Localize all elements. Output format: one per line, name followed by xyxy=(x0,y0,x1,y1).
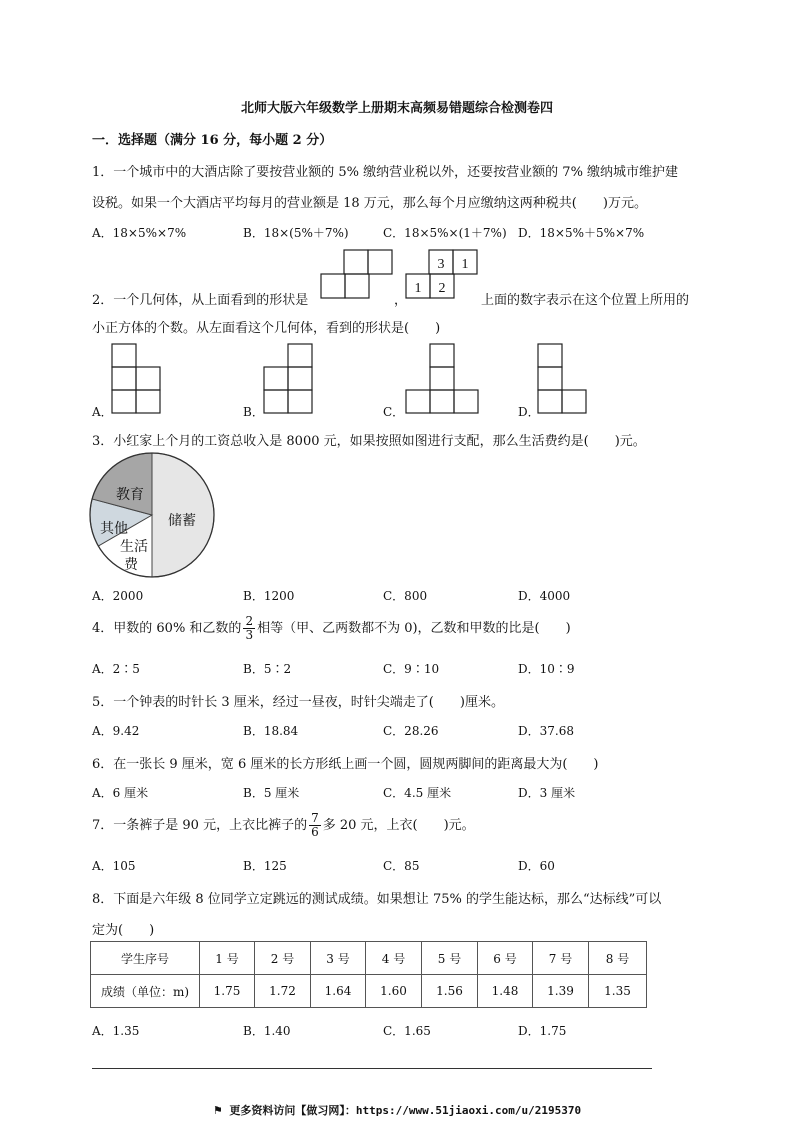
q4-option-c[interactable]: C．9∶10 xyxy=(383,662,440,676)
q8-text-line1: 8．下面是六年级 8 位同学立定跳远的测试成绩。如果想让 75% 的学生能达标，那么“达标线”可以 xyxy=(92,892,662,907)
q8-option-d[interactable]: D．1.75 xyxy=(518,1024,567,1038)
q3-option-c[interactable]: C．800 xyxy=(383,589,428,603)
option-c-figure xyxy=(405,343,479,415)
q1-text-line1: 1．一个城市中的大酒店除了要按营业额的 5% 缴纳营业税以外，还要按营业额的 7% 缴纳城市维护建 xyxy=(92,165,679,180)
fraction-denominator: 6 xyxy=(311,825,319,839)
q5-option-d[interactable]: D．37.68 xyxy=(518,724,574,738)
q5-text: 5．一个钟表的时针长 3 厘米，经过一昼夜，时针尖端走了( )厘米。 xyxy=(92,695,504,710)
q1-option-d[interactable]: D．18×5%＋5%×7% xyxy=(518,226,645,240)
table-cell: 8 号 xyxy=(589,942,647,975)
option-a-figure xyxy=(111,343,161,415)
section-heading: 一．选择题（满分 16 分，每小题 2 分） xyxy=(92,133,333,148)
q8-option-a[interactable]: A．1.35 xyxy=(92,1024,140,1038)
q3-option-a[interactable]: A．2000 xyxy=(92,589,144,603)
q1-option-b[interactable]: B．18×(5%＋7%) xyxy=(243,226,349,240)
table-cell: 1.60 xyxy=(366,975,422,1008)
table-cell: 2 号 xyxy=(255,942,311,975)
footer-link[interactable]: 更多资料访问【做习网】：https://www.51jiaoxi.com/u/2195370 xyxy=(229,1104,582,1117)
pie-label-education: 教育 xyxy=(116,487,144,503)
table-row xyxy=(91,975,647,1008)
q2-option-b[interactable]: B． xyxy=(243,405,264,419)
fraction-denominator: 3 xyxy=(245,628,254,642)
flag-icon: ⚑ xyxy=(212,1104,223,1117)
table-cell: 7 号 xyxy=(533,942,589,975)
q6-option-a[interactable]: A．6 厘米 xyxy=(92,786,149,800)
table-cell: 1.72 xyxy=(255,975,311,1008)
q4-option-b[interactable]: B．5∶2 xyxy=(243,662,292,676)
q3-option-d[interactable]: D．4000 xyxy=(518,589,571,603)
cell-number: 3 xyxy=(437,257,445,272)
table-cell: 1 号 xyxy=(200,942,255,975)
option-b-figure xyxy=(263,343,313,415)
q8-option-b[interactable]: B．1.40 xyxy=(243,1024,291,1038)
q7-option-d[interactable]: D．60 xyxy=(518,859,555,873)
table-cell: 成绩（单位：m) xyxy=(91,975,200,1008)
q1-option-a[interactable]: A．18×5%×7% xyxy=(92,226,187,240)
table-cell: 4 号 xyxy=(366,942,422,975)
cell-number: 1 xyxy=(461,257,469,272)
fraction-numerator: 2 xyxy=(245,614,254,628)
q4-text-part2: 相等（甲、乙两数都不为 0)，乙数和甲数的比是( ) xyxy=(257,621,571,636)
table-cell: 3 号 xyxy=(311,942,366,975)
pie-label-living: 生活 xyxy=(120,539,148,555)
q6-option-b[interactable]: B．5 厘米 xyxy=(243,786,300,800)
footer-link-row[interactable] xyxy=(0,1102,794,1118)
q2-text-part2: 上面的数字表示在这个位置上所用的 xyxy=(481,293,690,308)
q7-option-a[interactable]: A．105 xyxy=(92,859,136,873)
q3-text: 3．小红家上个月的工资总收入是 8000 元，如果按照如图进行支配，那么生活费约是( )元。 xyxy=(92,434,646,449)
table-cell: 1.64 xyxy=(311,975,366,1008)
pie-label-other: 其他 xyxy=(100,521,128,537)
table-cell: 6 号 xyxy=(478,942,533,975)
cell-number: 1 xyxy=(414,281,422,296)
q6-option-d[interactable]: D．3 厘米 xyxy=(518,786,576,800)
top-view-figure xyxy=(320,249,394,299)
table-cell: 学生序号 xyxy=(91,942,200,975)
q7-option-b[interactable]: B．125 xyxy=(243,859,287,873)
q2-option-a[interactable]: A． xyxy=(92,405,113,419)
table-cell: 1.39 xyxy=(533,975,589,1008)
table-cell: 1.35 xyxy=(589,975,647,1008)
q4-line xyxy=(92,614,571,644)
budget-pie-chart xyxy=(88,451,218,581)
fraction xyxy=(309,812,321,839)
q7-text-part2: 多 20 元，上衣( )元。 xyxy=(322,818,475,833)
q5-option-c[interactable]: C．28.26 xyxy=(383,724,439,738)
q4-option-a[interactable]: A．2∶5 xyxy=(92,662,140,676)
q6-option-c[interactable]: C．4.5 厘米 xyxy=(383,786,452,800)
q7-line xyxy=(92,811,475,841)
fraction-numerator: 7 xyxy=(311,811,319,825)
q4-text-part1: 4．甲数的 60% 和乙数的 xyxy=(92,621,242,636)
scores-table xyxy=(90,941,647,1008)
q1-text-line2: 设税。如果一个大酒店平均每月的营业额是 18 万元，那么每个月应缴纳这两种税共( )万元。 xyxy=(92,196,647,211)
q2-comma: ， xyxy=(394,293,408,308)
table-cell: 1.48 xyxy=(478,975,533,1008)
table-cell: 5 号 xyxy=(422,942,478,975)
q4-option-d[interactable]: D．10∶9 xyxy=(518,662,575,676)
q7-text-part1: 7．一条裤子是 90 元，上衣比裤子的 xyxy=(92,818,308,833)
q8-option-c[interactable]: C．1.65 xyxy=(383,1024,431,1038)
q2-option-c[interactable]: C． xyxy=(383,405,405,419)
document-title: 北师大版六年级数学上册期末高频易错题综合检测卷四 xyxy=(240,101,553,116)
footer-divider xyxy=(92,1068,652,1069)
q2-option-d[interactable]: D． xyxy=(518,405,540,419)
q2-text-part1: 2．一个几何体，从上面看到的形状是 xyxy=(92,293,309,308)
q6-text: 6．在一张长 9 厘米，宽 6 厘米的长方形纸上画一个圆，圆规两脚间的距离最大为( ) xyxy=(92,757,599,772)
option-d-figure xyxy=(537,343,587,415)
table-cell: 1.56 xyxy=(422,975,478,1008)
q5-option-b[interactable]: B．18.84 xyxy=(243,724,299,738)
q3-option-b[interactable]: B．1200 xyxy=(243,589,295,603)
cell-number: 2 xyxy=(438,281,446,296)
pie-label-savings: 储蓄 xyxy=(168,513,196,529)
q2-text-line2: 小正方体的个数。从左面看这个几何体，看到的形状是( ) xyxy=(92,321,441,336)
pie-label-living-2: 费 xyxy=(124,557,138,573)
table-header-row xyxy=(91,942,647,975)
fraction xyxy=(243,615,255,642)
q8-text-line2: 定为( ) xyxy=(92,923,155,938)
numbered-top-view-figure xyxy=(405,249,479,299)
q1-option-c[interactable]: C．18×5%×(1＋7%) xyxy=(383,226,507,240)
q7-option-c[interactable]: C．85 xyxy=(383,859,420,873)
q5-option-a[interactable]: A．9.42 xyxy=(92,724,140,738)
table-cell: 1.75 xyxy=(200,975,255,1008)
